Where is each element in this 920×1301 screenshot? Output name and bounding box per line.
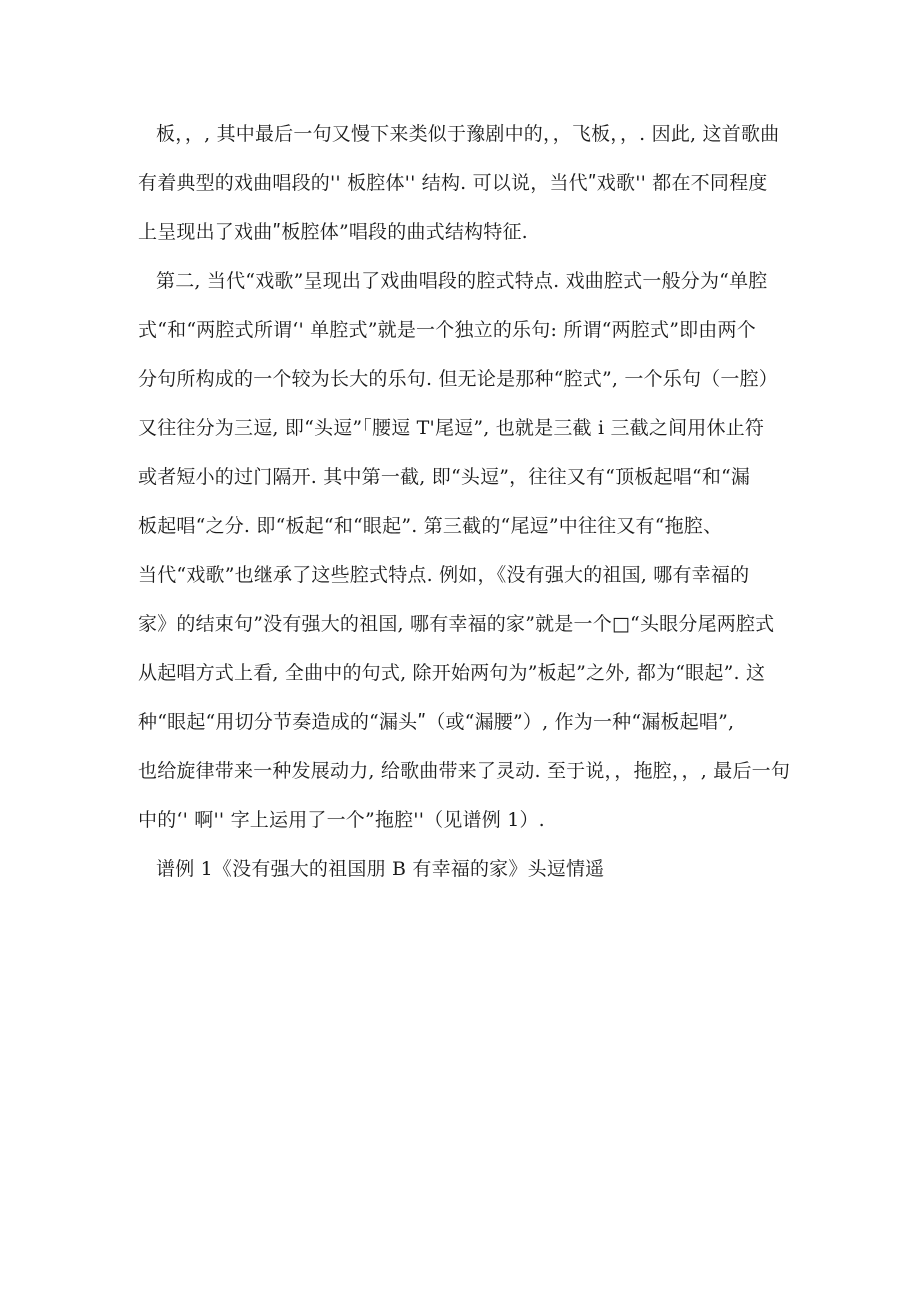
text-line: 或者短小的过门隔开. 其中第一截, 即“头逗”，往往又有“顶板起唱“和“漏 xyxy=(138,466,751,488)
text-line: 式“和“两腔式所谓‘' 单腔式”就是一个独立的乐句: 所谓“两腔式”即由两个 xyxy=(138,319,756,341)
text-line: 有着典型的戏曲唱段的'' 板腔体'' 结构. 可以说，当代ʺ戏歌'' 都在不同程度 xyxy=(138,172,768,194)
text-line: 也给旋律带来一种发展动力, 给歌曲带来了灵动. 至于说，，拖腔，，, 最后一句 xyxy=(138,760,791,782)
text-line: 当代“戏歌”也继承了这些腔式特点. 例如，《没有强大的祖国, 哪有幸福的 xyxy=(138,564,750,586)
text-line: 又往往分为三逗, 即“头逗”「腰逗 T'尾逗”, 也就是三截 i 三截之间用休止符 xyxy=(138,417,765,439)
text-line: 种“眼起“用切分节奏造成的“漏头ʺ（或“漏腰”）, 作为一种“漏板起唱”, xyxy=(138,711,735,733)
text-line: 第二, 当代“戏歌”呈现出了戏曲唱段的腔式特点. 戏曲腔式一般分为“单腔 xyxy=(156,270,768,292)
text-line: 中的‘' 啊'' 字上运用了一个”拖腔''（见谱例 1）. xyxy=(138,809,545,831)
text-line: 上呈现出了戏曲ʺ板腔体”唱段的曲式结构特征. xyxy=(138,221,528,243)
text-line: 分句所构成的一个较为长大的乐句. 但无论是那种“腔式”, 一个乐句（一腔） xyxy=(138,368,778,390)
text-line: 家》的结束句”没有强大的祖国, 哪有幸福的家”就是一个□“头眼分尾两腔式 xyxy=(138,613,775,635)
text-line: 从起唱方式上看, 全曲中的句式, 除开始两句为”板起”之外, 都为“眼起”. 这 xyxy=(138,662,766,684)
text-line: 板起唱“之分. 即“板起“和“眼起”. 第三截的“尾逗”中往往又有“拖腔、 xyxy=(138,515,723,537)
caption-line: 谱例 1《没有强大的祖国朋 B 有幸福的家》头逗情遥 xyxy=(156,858,605,880)
text-line: 板，，, 其中最后一句又慢下来类似于豫剧中的，，飞板，，. 因此, 这首歌曲 xyxy=(156,123,780,145)
